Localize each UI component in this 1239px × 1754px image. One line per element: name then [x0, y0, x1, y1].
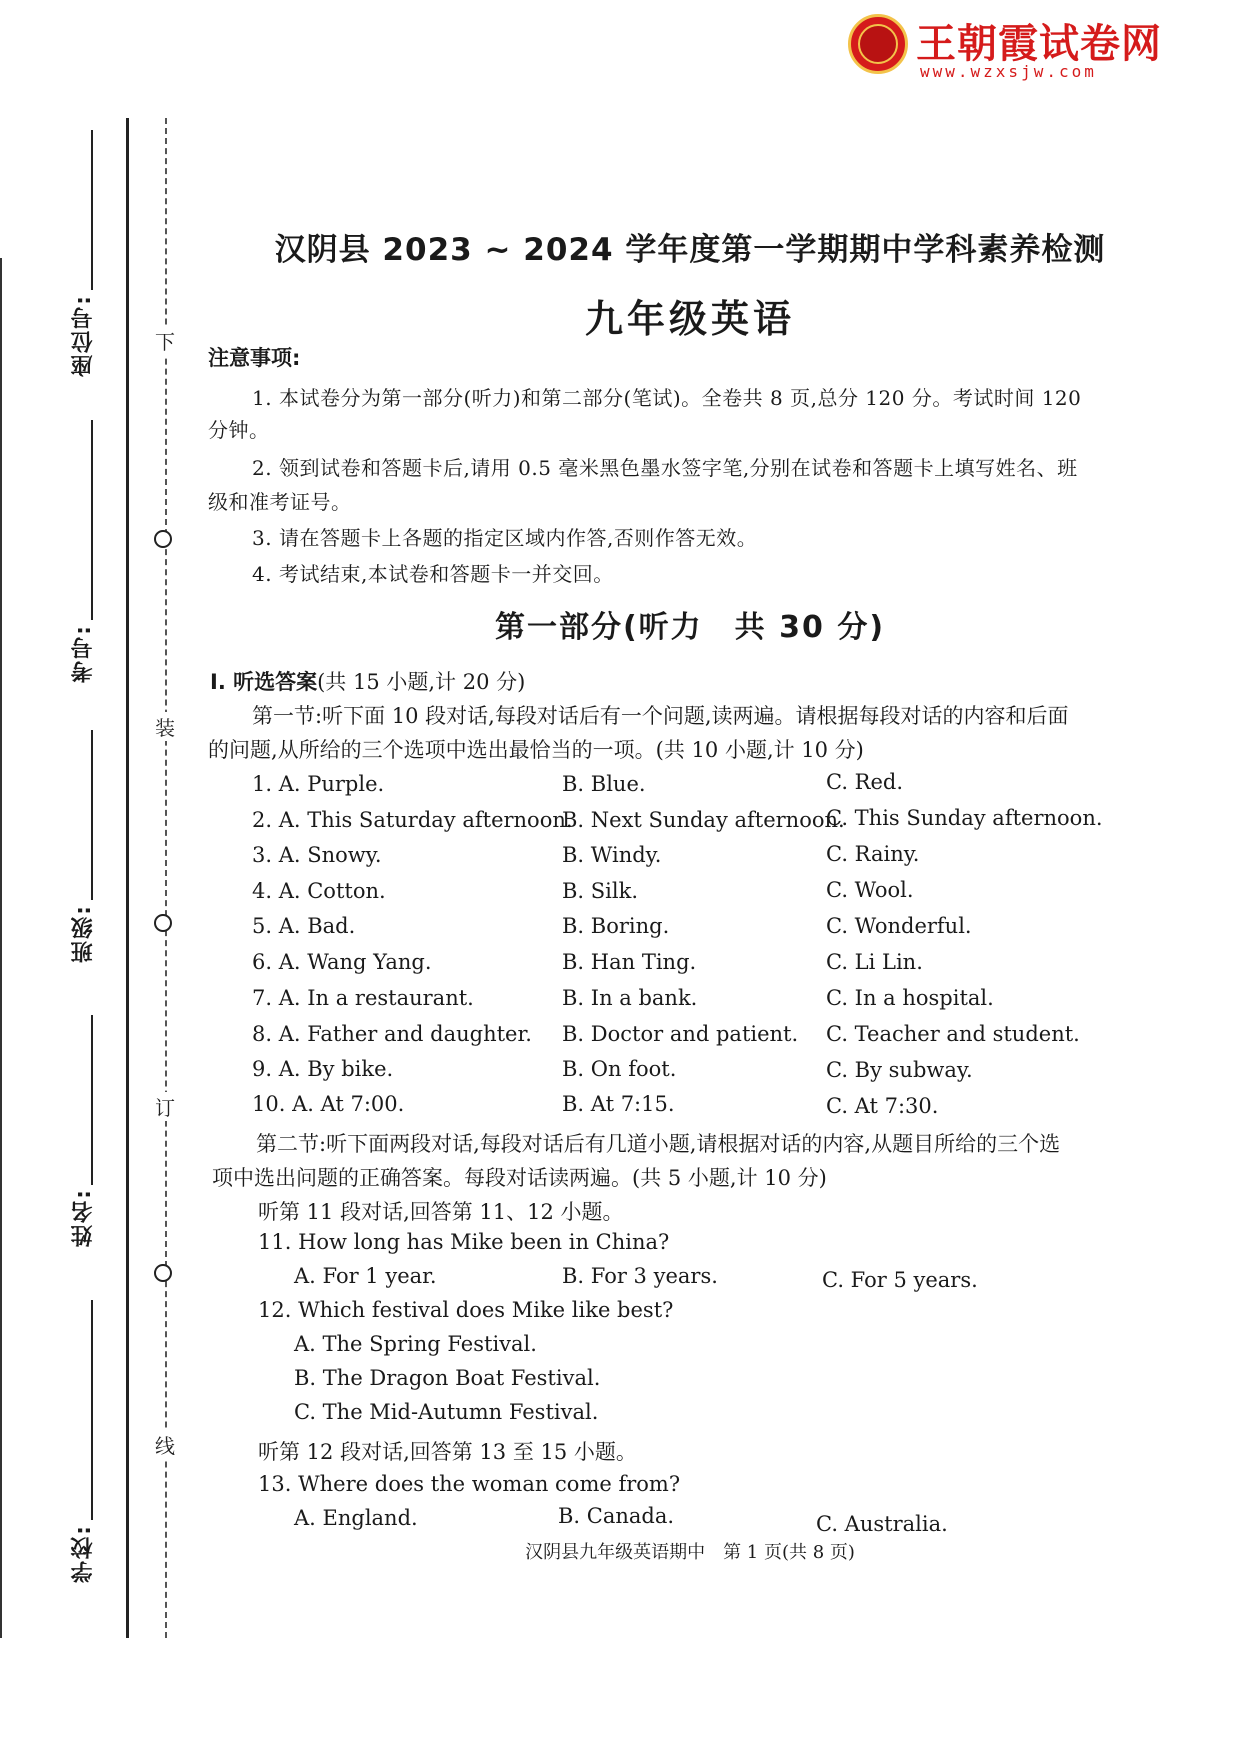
q2-option-c: C. This Sunday afternoon.: [826, 806, 1103, 830]
q1-option-c: C. Red.: [826, 770, 904, 794]
q5-option-a: 5. A. Bad.: [252, 914, 356, 938]
binding-mark-xia: 下: [150, 326, 180, 355]
section-heading-label: Ⅰ. 听选答案: [210, 670, 318, 694]
q9-option-c: C. By subway.: [826, 1058, 973, 1082]
dialogue11-intro: 听第 11 段对话,回答第 11、12 小题。: [258, 1200, 624, 1224]
q8-option-c: C. Teacher and student.: [826, 1022, 1080, 1046]
exam-title: 汉阴县 2023 ~ 2024 学年度第一学期期中学科素养检测: [274, 232, 1106, 268]
q11-option-a: A. For 1 year.: [294, 1264, 437, 1288]
exam-number-line[interactable]: [91, 420, 93, 620]
section-heading: [210, 666, 525, 696]
section-heading-note: (共 15 小题,计 20 分): [317, 670, 526, 694]
q6-option-c: C. Li Lin.: [826, 950, 923, 974]
site-logo: [848, 12, 1162, 81]
class-line[interactable]: [91, 730, 93, 900]
q3-option-a: 3. A. Snowy.: [252, 843, 382, 867]
page-footer: 汉阴县九年级英语期中 第 1 页(共 8 页): [525, 1542, 855, 1563]
q11-option-c: C. For 5 years.: [822, 1268, 978, 1292]
school-label: 学校:: [71, 1524, 96, 1583]
q1-option-b: B. Blue.: [562, 772, 646, 796]
s1-instruction-1: 第一节:听下面 10 段对话,每段对话后有一个问题,读两遍。请根据每段对话的内容和后面: [252, 704, 1069, 728]
q13-stem: 13. Where does the woman come from?: [258, 1472, 681, 1496]
margin-rule: [0, 258, 2, 1638]
q12-option-a: A. The Spring Festival.: [294, 1332, 537, 1356]
q13-option-a: A. England.: [294, 1506, 418, 1530]
part1-title: 第一部分(听力 共 30 分): [494, 610, 886, 645]
notice-item-4: 4. 考试结束,本试卷和答题卡一并交回。: [252, 562, 614, 586]
name-line[interactable]: [91, 1015, 93, 1185]
q7-option-a: 7. A. In a restaurant.: [252, 986, 474, 1010]
seat-number-line[interactable]: [91, 130, 93, 290]
q7-option-c: C. In a hospital.: [826, 986, 994, 1010]
q9-option-b: B. On foot.: [562, 1057, 677, 1081]
logo-url: www.wzxsjw.com: [920, 62, 1097, 81]
q8-option-b: B. Doctor and patient.: [562, 1022, 799, 1046]
q4-option-c: C. Wool.: [826, 878, 914, 902]
notice-heading: 注意事项:: [208, 346, 301, 370]
q6-option-b: B. Han Ting.: [562, 950, 697, 974]
notice-item-3: 3. 请在答题卡上各题的指定区域内作答,否则作答无效。: [252, 526, 758, 550]
binding-mark-ding: 订: [150, 1092, 180, 1121]
notice-item-2: 2. 领到试卷和答题卡后,请用 0.5 毫米黑色墨水签字笔,分别在试卷和答题卡上填写姓名、班: [252, 456, 1078, 480]
seat-number-label: 座位号:: [71, 294, 96, 377]
s2-instruction-1: 第二节:听下面两段对话,每段对话后有几道小题,请根据对话的内容,从题目所给的三个选: [256, 1132, 1061, 1156]
logo-emblem-icon: [848, 14, 908, 74]
dialogue12-intro: 听第 12 段对话,回答第 13 至 15 小题。: [258, 1440, 637, 1464]
q7-option-b: B. In a bank.: [562, 986, 698, 1010]
binding-rule: [126, 118, 129, 1638]
q11-stem: 11. How long has Mike been in China?: [258, 1230, 670, 1254]
school-line[interactable]: [91, 1300, 93, 1520]
q5-option-c: C. Wonderful.: [826, 914, 972, 938]
binding-hole-icon: [154, 1264, 172, 1282]
binding-mark-zhuang: 装: [150, 712, 180, 741]
q13-option-b: B. Canada.: [558, 1504, 675, 1528]
q2-option-a: 2. A. This Saturday afternoon.: [252, 808, 573, 832]
q9-option-a: 9. A. By bike.: [252, 1057, 394, 1081]
q11-option-b: B. For 3 years.: [562, 1264, 718, 1288]
q10-option-a: 10. A. At 7:00.: [252, 1092, 405, 1116]
notice-item-1-cont: 分钟。: [208, 418, 270, 442]
q5-option-b: B. Boring.: [562, 914, 670, 938]
q12-stem: 12. Which festival does Mike like best?: [258, 1298, 674, 1322]
q1-option-a: 1. A. Purple.: [252, 772, 385, 796]
q13-option-c: C. Australia.: [816, 1512, 948, 1536]
q8-option-a: 8. A. Father and daughter.: [252, 1022, 532, 1046]
notice-item-2-cont: 级和准考证号。: [208, 490, 352, 514]
q12-option-b: B. The Dragon Boat Festival.: [294, 1366, 601, 1390]
q10-option-b: B. At 7:15.: [562, 1092, 675, 1116]
q3-option-c: C. Rainy.: [826, 842, 920, 866]
q2-option-b: B. Next Sunday afternoon.: [562, 808, 845, 832]
binding-mark-xian: 线: [150, 1430, 180, 1459]
exam-number-label: 考号:: [71, 624, 96, 683]
q12-option-c: C. The Mid-Autumn Festival.: [294, 1400, 599, 1424]
subject-title: 九年级英语: [584, 297, 795, 341]
q4-option-b: B. Silk.: [562, 879, 639, 903]
binding-hole-icon: [154, 530, 172, 548]
logo-name: 王朝霞试卷网: [916, 21, 1162, 67]
q10-option-c: C. At 7:30.: [826, 1094, 939, 1118]
s1-instruction-2: 的问题,从所给的三个选项中选出最恰当的一项。(共 10 小题,计 10 分): [208, 738, 864, 762]
q4-option-a: 4. A. Cotton.: [252, 879, 386, 903]
notice-item-1: 1. 本试卷分为第一部分(听力)和第二部分(笔试)。全卷共 8 页,总分 120 分。考试时间 120: [252, 386, 1082, 410]
q3-option-b: B. Windy.: [562, 843, 662, 867]
binding-hole-icon: [154, 914, 172, 932]
name-label: 姓名:: [71, 1188, 96, 1247]
q6-option-a: 6. A. Wang Yang.: [252, 950, 432, 974]
class-label: 班级:: [71, 904, 96, 963]
s2-instruction-2: 项中选出问题的正确答案。每段对话读两遍。(共 5 小题,计 10 分): [212, 1166, 827, 1190]
